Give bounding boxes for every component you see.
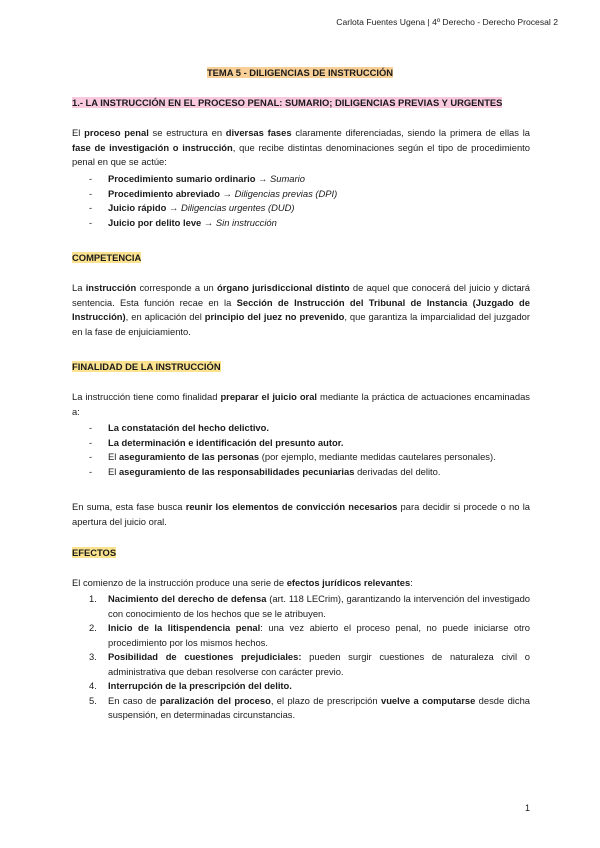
- running-header: Carlota Fuentes Ugena | 4º Derecho - Derecho Procesal 2: [336, 17, 558, 27]
- paragraph-text: mediante la práctica de actuaciones encaminadas a:: [72, 391, 530, 417]
- item-text: derivadas del delito.: [354, 465, 441, 477]
- paragraph-text: :: [410, 577, 413, 588]
- list-item: [72, 187, 530, 202]
- paragraph-text: La instrucción tiene como finalidad: [72, 391, 221, 402]
- finalidad-intro: [72, 390, 530, 419]
- competencia-heading: [72, 251, 141, 266]
- item-bold: aseguramiento de las responsabilidades pecuniarias: [118, 465, 355, 477]
- paragraph-text: , en aplicación del: [125, 311, 205, 322]
- procedure-list: [72, 172, 530, 230]
- item-number: 3.: [89, 651, 97, 662]
- item-text: desde dicha suspensión, en determinadas circunstancias.: [108, 694, 530, 720]
- list-item: [72, 465, 530, 480]
- intro-text: El: [72, 127, 85, 138]
- intro-bold: proceso penal: [84, 127, 149, 138]
- item-text: (art. 118 LECrim), garantizando la intervención del investigado con conocimiento de los hechos que se le atribuyen.: [108, 593, 530, 619]
- item-text: : una vez abierto el proceso penal, no puede iniciarse otro procedimiento por los mismos hechos.: [108, 622, 530, 648]
- list-item: [72, 172, 530, 187]
- competencia-heading-text: COMPETENCIA: [72, 252, 142, 263]
- list-item: [72, 694, 530, 723]
- intro-bold: fase de investigación o instrucción: [72, 141, 233, 153]
- item-number: 4.: [89, 680, 97, 691]
- section-1-heading: [72, 96, 502, 111]
- item-number: 2.: [89, 622, 97, 633]
- paragraph-bold: reunir los elementos de convicción necesarios: [185, 501, 398, 512]
- item-bold: Nacimiento del derecho de defensa: [108, 593, 267, 604]
- list-item: [72, 592, 530, 621]
- intro-text: claramente diferenciadas, siendo la primera de ellas la: [291, 127, 530, 138]
- finalidad-heading: [72, 360, 221, 375]
- paragraph-bold: principio del juez no prevenido: [204, 311, 345, 322]
- section-1-heading-text: 1.- LA INSTRUCCIÓN EN EL PROCESO PENAL: SUMARIO; DILIGENCIAS PREVIAS Y URGENTES: [72, 97, 503, 108]
- item-number: 1.: [89, 593, 97, 604]
- page-number: 1: [524, 803, 530, 813]
- intro-text: se estructura en: [148, 127, 226, 138]
- item-number: 5.: [89, 694, 97, 706]
- paragraph-bold: efectos jurídicos relevantes: [286, 577, 411, 588]
- item-bold: La determinación e identificación del presunto autor.: [108, 436, 344, 448]
- paragraph-bold: Sección de Instrucción del Tribunal de Instancia (Juzgado de Instrucción): [72, 296, 531, 322]
- arrow-glyph: →: [201, 216, 216, 228]
- paragraph-text: La: [72, 282, 86, 293]
- item-text: En caso de: [108, 694, 160, 706]
- paragraph-bold: órgano jurisdiccional distinto: [217, 282, 350, 293]
- arrow-glyph: →: [255, 173, 271, 184]
- procedure-name: Procedimiento sumario ordinario: [108, 173, 256, 184]
- item-bold: Inicio de la litispendencia penal: [108, 622, 261, 633]
- list-item: [72, 421, 530, 436]
- finalidad-summary: [72, 500, 530, 529]
- paragraph-text: de aquel que conocerá del juicio y dictará sentencia. Esta función recae en la: [72, 282, 530, 308]
- intro-bold: diversas fases: [225, 127, 292, 138]
- section-1-intro: [72, 126, 530, 170]
- item-bold: paralización del proceso: [159, 694, 271, 706]
- item-text: , el plazo de prescripción: [270, 694, 381, 706]
- paragraph-text: , que garantiza la imparcialidad del juzgador en la fase de enjuiciamiento.: [72, 311, 530, 337]
- efectos-list: [72, 592, 530, 723]
- item-text: pueden surgir cuestiones de naturaleza civil o administrativa que deban resolverse con carácter previo.: [108, 651, 530, 677]
- document-title: [0, 66, 600, 81]
- item-bold: aseguramiento de las personas: [118, 451, 260, 462]
- arrow-glyph: →: [166, 202, 181, 213]
- item-text: El: [108, 465, 119, 477]
- item-bold: vuelve a computarse: [380, 694, 476, 706]
- paragraph-text: En suma, esta fase busca: [72, 501, 186, 512]
- procedure-name: Procedimiento abreviado: [108, 187, 221, 199]
- list-item: [72, 436, 530, 451]
- efectos-intro: [72, 576, 530, 591]
- paragraph-text: corresponde a un: [136, 282, 218, 293]
- list-item: [72, 679, 530, 694]
- paragraph-text: para decidir si procede o no la apertura del juicio oral.: [72, 501, 530, 527]
- intro-text: , que recibe distintas denominaciones según el tipo de procedimiento penal en que se actúe:: [72, 141, 530, 167]
- paragraph-text: El comienzo de la instrucción produce una serie de: [72, 577, 287, 588]
- title-text: TEMA 5 - DILIGENCIAS DE INSTRUCCIÓN: [206, 67, 394, 78]
- arrow-glyph: →: [220, 187, 235, 199]
- list-item: [72, 450, 530, 465]
- efectos-heading-text: EFECTOS: [72, 547, 117, 558]
- procedure-phase: Diligencias urgentes (DUD): [180, 202, 295, 213]
- competencia-paragraph: [72, 281, 530, 339]
- paragraph-bold: instrucción: [85, 282, 137, 293]
- list-item: [72, 201, 530, 216]
- item-text: (por ejemplo, mediante medidas cautelares personales).: [259, 451, 496, 462]
- procedure-name: Juicio por delito leve: [108, 216, 202, 228]
- list-item: [72, 650, 530, 679]
- paragraph-bold: preparar el juicio oral: [220, 391, 318, 402]
- procedure-phase: Diligencias previas (DPI): [234, 187, 338, 199]
- finalidad-heading-text: FINALIDAD DE LA INSTRUCCIÓN: [72, 361, 221, 372]
- procedure-phase: Sumario: [270, 173, 305, 184]
- list-item: [72, 216, 530, 231]
- item-bold: Interrupción de la prescripción del delito.: [108, 680, 292, 691]
- item-bold: Posibilidad de cuestiones prejudiciales:: [108, 651, 302, 662]
- item-text: El: [108, 451, 119, 462]
- efectos-heading: [72, 546, 116, 561]
- list-item: [72, 621, 530, 650]
- finalidad-list: [72, 421, 530, 479]
- procedure-name: Juicio rápido: [108, 202, 167, 213]
- procedure-phase: Sin instrucción: [215, 216, 277, 228]
- item-bold: La constatación del hecho delictivo.: [108, 422, 269, 433]
